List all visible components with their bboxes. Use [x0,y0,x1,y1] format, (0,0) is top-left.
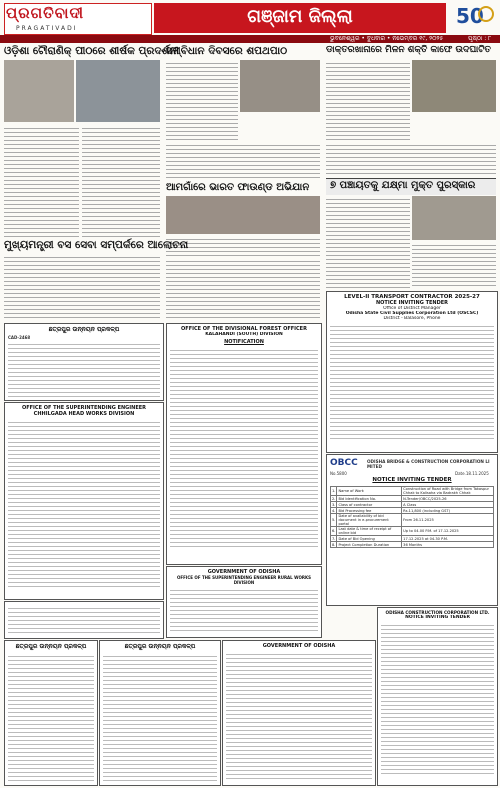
ad-title: OFFICE OF THE SUPERINTENDING ENGINEER CHHILGADA HEAD WORKS DIVISION [21,405,147,417]
obcc-table-cell: 3. [332,502,336,507]
ad-body [170,347,318,547]
story-body [326,196,410,288]
obcc-table-cell: 36 Months [402,542,494,548]
ad-chhilgada-tender [4,402,164,600]
obcc-table-cell: 2. [332,496,336,501]
story-body [326,142,496,174]
newspaper-logo-sub: PRAGATIVADI [16,25,78,32]
ad-generic [4,601,164,639]
obcc-table [330,486,494,548]
ad-notice: NOTIFICATION [224,339,264,345]
ad-subtitle: OFFICE OF THE SUPERINTENDING ENGINEER RURAL WORKS DIVISION [177,575,311,585]
obcc-table-cell: Class of contractor [337,502,402,508]
ad-title: GOVERNMENT OF ODISHA [207,569,281,575]
ad-org: Odisha State Civil Supplies Corporation Ltd (OSCSC) [345,311,479,316]
obcc-table-cell: 1. [331,487,337,496]
ad-subtitle: NOTICE INVITING TENDER [405,615,470,620]
ad-title: ODISHA CONSTRUCTION CORPORATION LTD. [385,610,490,615]
page-number: ପୃଷ୍ଠା : ୮ [468,35,492,42]
obcc-table-cell: Rs.11,800 (including GST) [402,508,494,514]
obcc-table-row [331,514,494,527]
headline-exhibition: ଓଡ଼ିଶା ଟୌରାଣିକ୍ ପୀଠରେ ଶୀର୍ଷକ ପ୍ରଦର୍ଶନୀ [4,45,179,57]
obcc-table-row [331,527,494,536]
obcc-table-cell: Construction of Road with Bridge from Takaspur Chhak to Kalisaha via Badrakh Chhak [402,487,494,496]
headline-cafe: ଡାକ୍ତରଖାନାରେ ମିଳନ ଶକ୍ତି କାଫେ ଉଦଘାଟିତ [326,45,491,55]
ad-title: GOVERNMENT OF ODISHA [262,643,336,649]
ad-body [8,341,160,397]
obcc-table-cell: 7. [332,536,336,541]
obcc-table-cell: Up to 04.00 P.M. of 17.12.2025 [402,527,494,536]
story-body [166,258,320,320]
obcc-table-row [331,487,494,496]
obcc-table-cell: Bid Identification No. [337,496,402,502]
obcc-table-cell: Name of Work [337,487,402,496]
ad-chhatrapur-tender-3 [99,640,221,786]
ad-body [226,651,372,779]
obcc-table-cell: Project Completion Duration [337,542,402,548]
obcc-table-cell: 4. [332,508,336,513]
ad-body [381,622,494,774]
ad-body [8,419,160,589]
ad-transport-tender [326,291,498,453]
section-title: ଗଞ୍ଜାମ ଜିଲ୍ଲା [247,6,353,27]
story-body [166,236,320,256]
ad-subtitle: KALAHANDI (SOUTH) DIVISION [205,332,283,337]
ad-government-tender [222,640,376,786]
ad-rural-works-tender [166,566,322,638]
ad-notice: NOTICE INVITING TENDER [372,477,452,483]
ad-org: ODISHA BRIDGE & CONSTRUCTION CORPORATION LIMITED [367,459,490,469]
ad-office: Office of District Manager [383,306,441,311]
ad-title: ଛତ୍ରପୁର ଉନ୍ନୟନ ପ୍ରକଳ୍ପ [15,643,87,650]
ad-body [170,587,318,633]
obcc-logo: OBCC [330,458,358,468]
headline-tb-award: ୭ ପଞ୍ଚାୟତକୁ ଯକ୍ଷ୍ମା ମୁକ୍ତ ପୁରସ୍କାର [330,180,476,191]
story-body [4,254,160,320]
ad-body [103,653,217,781]
ad-title: LEVEL-II TRANSPORT CONTRACTOR 2025-27 [344,294,480,300]
ad-obcc-tender [326,454,498,606]
headline-bus-service: ମୁଖ୍ୟମନ୍ତ୍ରୀ ବସ ସେବା ସମ୍ପର୍କରେ ଆଲୋଚନା [4,239,189,251]
ad-chhatrapur-tender [4,323,164,401]
story-body [82,125,160,237]
story-body [4,125,79,237]
newspaper-logo: ପ୍ରଗତିବାଦୀ [6,4,85,22]
story-photo [412,196,496,240]
obcc-table-cell: Date of availability of bid document in e-procurement portal [337,514,402,527]
obcc-table-cell: 5. [331,514,337,527]
ad-title: ଛତ୍ରପୁର ଉନ୍ନୟନ ପ୍ରକଳ୍ପ [124,643,196,650]
masthead [0,0,500,42]
obcc-table-cell: Date of Bid Opening [337,536,402,542]
anniversary-logo-icon [452,1,496,35]
story-photo [4,60,74,122]
anniversary-number: 50 [456,4,484,28]
story-photo [76,60,160,122]
story-body [166,60,238,140]
story-photo [412,60,496,112]
obcc-table-cell: 8. [332,542,336,547]
ad-body [330,323,494,439]
obcc-table-cell: A Class [402,502,494,508]
obcc-table-cell: Last date & time of receipt of online bid [337,527,402,536]
ad-sub: CAD-2468 [8,335,31,340]
ad-title: ଛତ୍ରପୁର ଉନ୍ନୟନ ପ୍ରକଳ୍ପ [48,326,120,333]
obcc-table-cell: N-Tender/OBCC/2025-26 [402,496,494,502]
ad-no: No.5800 [330,471,347,476]
ad-forest-notification [166,323,322,565]
obcc-table-cell: 17.12.2025 at 04.30 P.M. [402,536,494,542]
story-body [326,60,410,140]
ad-chhatrapur-tender-2 [4,640,98,786]
obcc-table-cell: 6. [331,527,337,536]
ad-district: District - Balasore, Phone [383,316,441,321]
obcc-table-cell: Bid Processing fee [337,508,402,514]
ad-body [8,605,160,635]
obcc-table-row [331,542,494,548]
ad-subtitle: NOTICE INVITING TENDER [375,300,449,306]
headline-constitution-day: ସମ୍ବିଧାନ ଦିବସରେ ଶପଥପାଠ [166,45,288,57]
ad-construction-corp-tender [377,607,498,786]
story-body [166,142,320,178]
story-photo [240,60,320,112]
dateline: ଭୁବନେଶ୍ୱର • ବୁଧବାର • ନଭେମ୍ବର ୧୯, ୨୦୨୫ [330,35,444,42]
story-body [412,242,496,288]
headline-campaign: ଆମଗାଁରେ ଭାରତ ଫାଉଣ୍ଡ ଅଭିଯାନ [166,182,310,193]
ad-body [8,653,94,781]
obcc-table-cell: From 26.11.2025 [402,514,494,527]
ad-title: OFFICE OF THE DIVISIONAL FOREST OFFICER [181,326,307,332]
story-photo [166,196,320,234]
ad-date: Date.18.11.2025 [455,471,489,476]
